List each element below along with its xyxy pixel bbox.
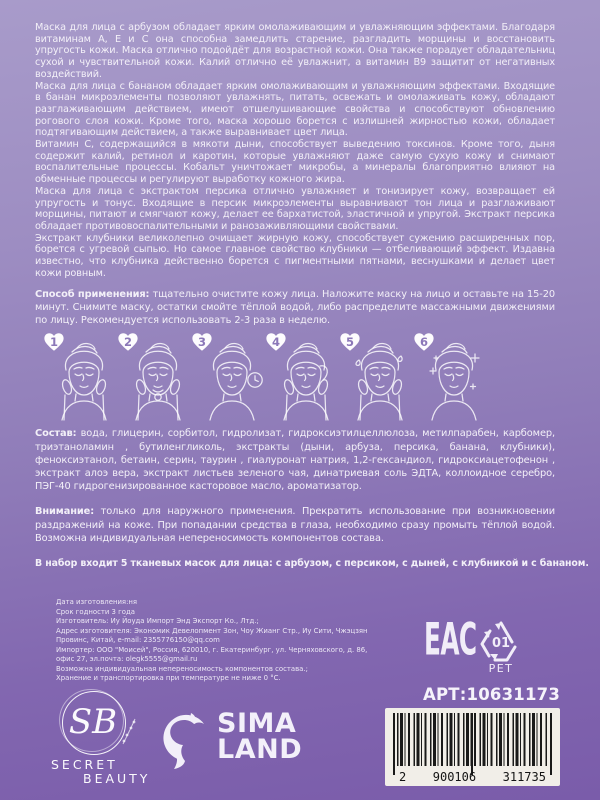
pet-recycling-icon	[474, 618, 528, 675]
description-paragraph-peach: Маска для лица с экстрактом персика отлично увлажняет и тонизирует кожу, возвращает ей упругость и тонус. Входящие в персик микроэлементы выравнивают тон лица и разглаживают морщины, питают и смягчают кожу, делает ее бархатистой, эластичной и упругой. Экстракт персика обладает противовоспалительными и ранозаживляющими свойствами.	[35, 185, 555, 232]
face-with-clock-icon	[200, 338, 264, 422]
step-number: 1	[49, 335, 58, 350]
face-massage-icon	[52, 338, 116, 422]
warning-label: Внимание:	[35, 506, 95, 518]
floral-sprig-icon	[120, 716, 138, 746]
composition-paragraph	[35, 427, 555, 493]
recycle-material-label: PET	[488, 662, 514, 675]
barcode-guard-bar	[393, 713, 395, 775]
fine-print-line: Срок годности 3 года	[56, 607, 135, 616]
barcode-digit-group2: 311735	[502, 770, 546, 784]
barcode-guard-bar	[550, 713, 552, 775]
eac-certification-icon: EAC	[424, 614, 477, 666]
description-paragraph-banana: Маска для лица с бананом обладает ярким омолаживающим и увлажняющим эффектами. Входящие в банан микроэлементы позволяют увлажнять, питать, освежать и омолаживать кожу, обладают разглаживающим действием, имеют отшелушивающие свойства и способствуют обновлению рогового слоя кожи. Кроме того, маска хорошо борется с излишней жирностью кожи, обладает подтягивающим действием, а также выравнивает цвет лица.	[35, 80, 555, 139]
barcode-digit-left: 2	[399, 770, 407, 784]
face-mask-applied-icon	[126, 338, 190, 422]
usage-label: Способ применения:	[35, 289, 150, 301]
usage-text: тщательно очистите кожу лица. Наложите маску на лицо и оставьте на 15-20 минут. Снимите маску, остатки смойте тёплой водой, либо распределите массажными движениями по лицу. Рекомендуется использовать 2-3 раза в неделю.	[35, 289, 556, 327]
description-paragraph-melon: Витамин С, содержащийся в мякоти дыни, способствует выведению токсинов. Кроме того, дыня содержит калий, ретинол и каротин, которые увлажняют даже самую сухую кожу и снимают воспалительные процессы. Кобальт уничтожает микробы, а минералы благоприятно влияют на обменные процессы и регулируют выработку кожного жира.	[35, 139, 555, 186]
brand-word-beauty: BEAUTY	[83, 771, 151, 786]
sima-land-logo	[160, 704, 340, 784]
sima-land-wordmark	[217, 708, 303, 765]
dolphin-icon	[160, 712, 212, 770]
face-with-drops-icon	[348, 338, 412, 422]
description-paragraph-strawberry: Экстракт клубники великолепно очищает жирную кожу, способствует сужению расширенных пор, борется с угревой сыпью. Но самое главное свойство клубники — отбеливающий эффект. Издавна известно, что клубника действенно борется с пигментными пятнами, веснушками и делает цвет кожи ровным.	[35, 232, 555, 279]
fine-print-line: Хранение и транспортировка при температуре не ниже 0 °С.	[56, 674, 281, 682]
step-number: 5	[345, 335, 354, 350]
brand-word-secret: SECRET	[51, 757, 118, 772]
secret-beauty-logo	[46, 688, 166, 796]
step-number: 3	[197, 335, 206, 350]
step-1-apply-mask	[43, 332, 117, 418]
main-text-column	[35, 22, 589, 570]
fine-print-line: Дата изготовления:ня	[56, 598, 138, 606]
manufacturer-fine-print	[56, 598, 382, 684]
article-number: АРТ:10631173	[423, 685, 560, 704]
step-2-sheet-mask-on	[117, 332, 191, 418]
fine-print-line: Возможна индивидуальная непереносимость компонентов состава.;	[56, 664, 308, 673]
warning-text: только для наружного применения. Прекратить использование при возникновении раздражений на коже. При попадании средства в глаза, необходимо сразу промыть тёплой водой. Возможна индивидуальная непереносимость компонентов состава.	[35, 506, 556, 544]
fine-print-line: Импортер: ООО "Моисей", Россия, 620010, г. Екатеринбург, ул. Черняховского, д. 86, офис 27, эл.почта: olegk5555@gmail.ru	[56, 645, 368, 663]
face-peeling-mask-icon	[274, 338, 338, 422]
composition-label: Состав:	[35, 428, 77, 440]
step-4-remove-mask	[265, 332, 339, 418]
fine-print-line: Адрес изготовителя: Экономик Девелопмент Зон, Чоу Жианг Стр., Иу Сити, Чжэцзян Провинс, Китай, e-mail: 2355776150@qq.com	[56, 626, 368, 644]
barcode	[385, 708, 560, 786]
warning-paragraph	[35, 505, 555, 545]
step-6-glowing-skin	[413, 332, 487, 418]
supplier-word-land: LAND	[217, 734, 303, 765]
recycle-code: 01	[491, 636, 511, 651]
barcode-digit-group1: 900106	[432, 770, 477, 784]
set-contents-note: В набор входит 5 тканевых масок для лица: с арбузом, с персиком, с дыней, с клубникой и с бананом.	[35, 558, 589, 570]
supplier-word-sima: SIMA	[217, 708, 297, 739]
application-steps-row	[43, 332, 555, 418]
step-number: 4	[271, 335, 280, 350]
face-sparkling-icon	[422, 338, 486, 422]
step-5-rinse-massage	[339, 332, 413, 418]
step-number: 2	[123, 335, 132, 350]
sb-monogram: SB	[68, 702, 118, 742]
step-3-wait-timer	[191, 332, 265, 418]
barcode-guard-bar	[471, 713, 473, 775]
usage-instructions	[35, 288, 555, 327]
fine-print-line: Изготовитель: Иу Йоуда Импорт Энд Экспорт Ко., Лтд.;	[56, 617, 259, 625]
barcode-digits	[399, 770, 546, 784]
step-number: 6	[419, 335, 428, 350]
composition-text: вода, глицерин, сорбитол, гидролизат, гидроксиэтилцеллюлоза, метилпарабен, карбомер, триэтаноламин , бутиленгликоль, экстракты (дыни, арбуза, персика, банана, клубники), феноксиэтанол, бетаин, серин, таурин , гиалуронат натрия, 1,2-гександиол, гидроксиацетофенон , экстракт алоэ вера, экстракт листьев зеленого чая, динатриевая соль ЭДТА, коллоидное серебро, ПЭГ-40 гидрогенизированное касторовое масло, ароматизатор.	[35, 428, 555, 493]
description-paragraph-watermelon: Маска для лица с арбузом обладает ярким омолаживающим и увлажняющим эффектами. Благодаря витаминам А, Е и С она способна замедлить старение, разгладить морщины и восстановить упругость кожи. Маска отлично подойдёт для возрастной кожи. Она также порадует обладательниц сухой и чувствительной кожи. Калий отлично её увлажнит, а витамин В9 защитит от негативных воздействий.	[35, 22, 555, 80]
